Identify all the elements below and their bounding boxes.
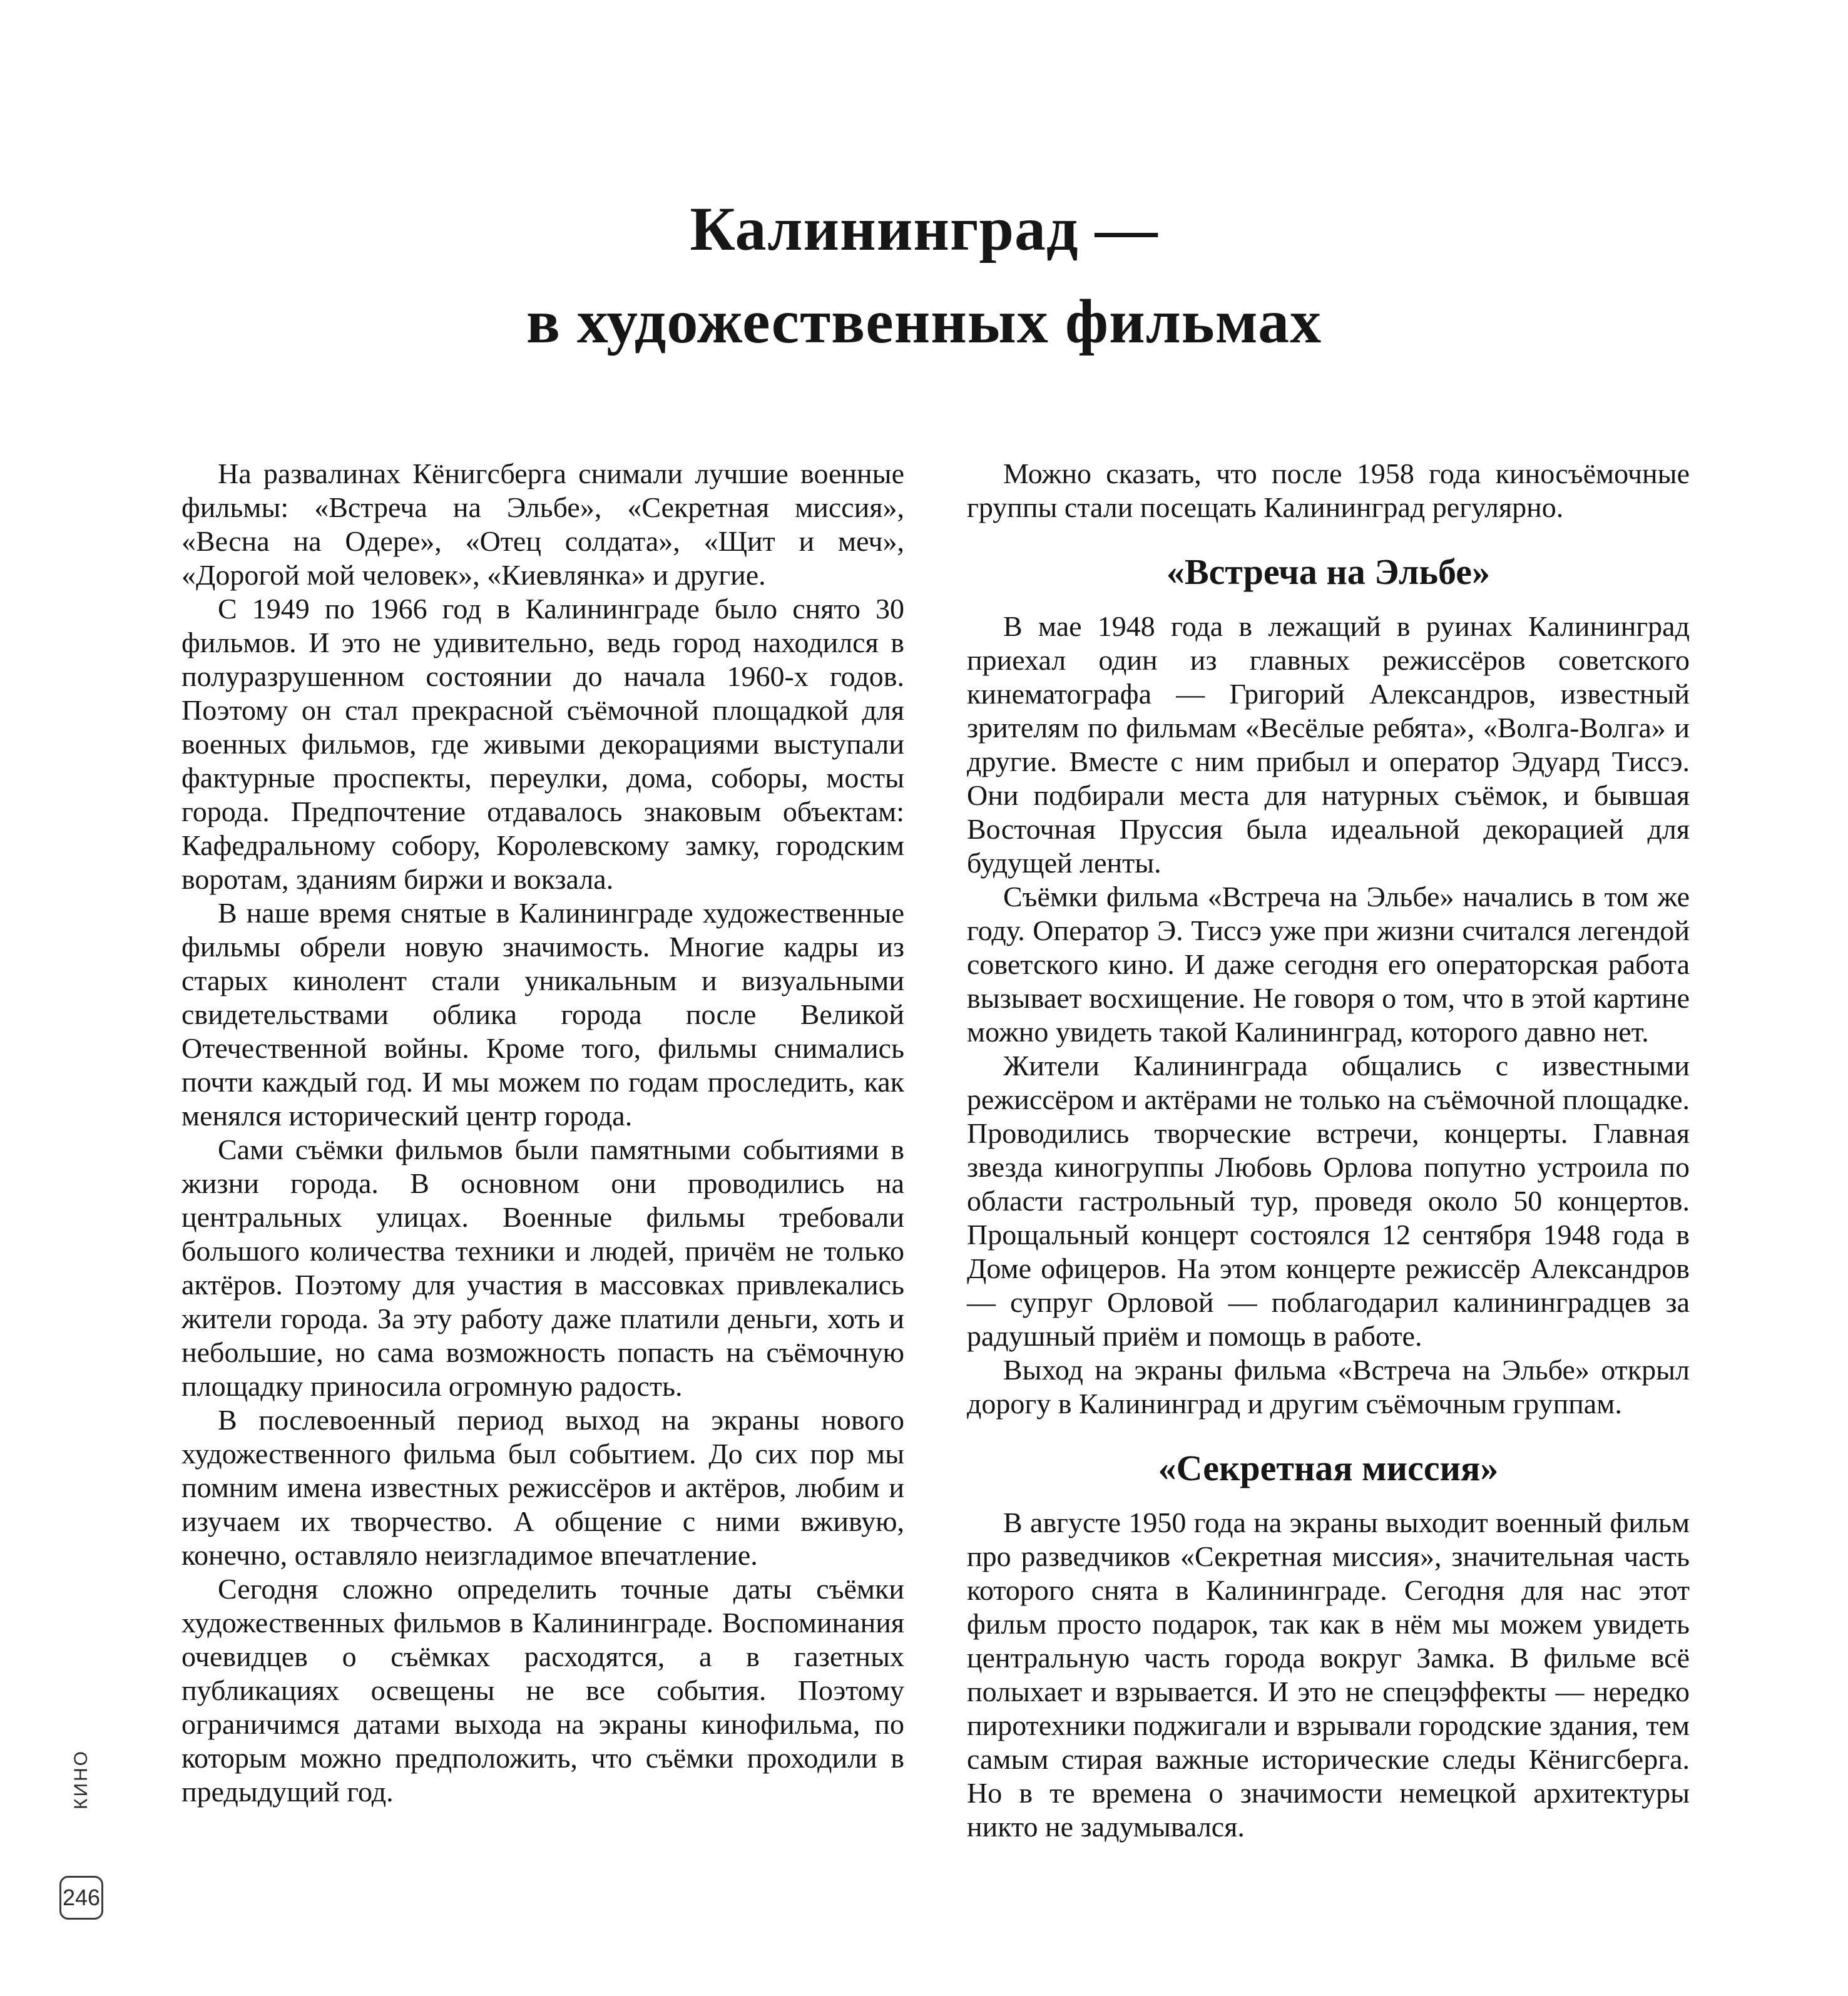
left-column [181,457,904,1809]
page-title [0,183,1848,368]
paragraph: Можно сказать, что после 1958 года киносъёмочные группы стали посещать Калининград регулярно. [967,458,1690,523]
sidebar-section-label: КИНО [71,1749,91,1810]
paragraph: Сами съёмки фильмов были памятными событиями в жизни города. В основном они проводились на центральных улицах. Военные фильмы требовали большого количества техники и людей, причём не только актёров. Поэтому для участия в массовках привлекались жители города. За эту работу даже платили деньги, хоть и небольшие, но сама возможность попасть на съёмочную площадку приносила огромную радость. [181,1134,904,1402]
section-heading: «Секретная миссия» [1158,1448,1499,1488]
paragraph: Жители Калининграда общались с известными режиссёром и актёрами не только на съёмочной площадке. Проводились творческие встречи, концерты. Главная звезда киногруппы Любовь Орлова попутно устроила по области гастрольный тур, проведя около 50 концертов. Прощальный концерт состоялся 12 сентября 1948 года в Доме офицеров. На этом концерте режиссёр Александров — супруг Орловой — поблагодарил калининградцев за радушный приём и помощь в работе. [967,1050,1690,1352]
paragraph: В мае 1948 года в лежащий в руинах Калининград приехал один из главных режиссёров советского кинематографа — Григорий Александров, известный зрителям по фильмам «Весёлые ребята», «Волга-Волга» и другие. Вместе с ним прибыл и оператор Эдуард Тиссэ. Они подбирали места для натурных съёмок, и бывшая Восточная Пруссия была идеальной декорацией для будущей ленты. [967,610,1690,879]
paragraph: На развалинах Кёнигсберга снимали лучшие военные фильмы: «Встреча на Эльбе», «Секретная миссия», «Весна на Одере», «Отец солдата», «Щит и меч», «Дорогой мой человек», «Киевлянка» и другие. [181,458,904,591]
page-number: 246 [62,1885,101,1910]
right-column [967,457,1690,1844]
paragraph: Съёмки фильма «Встреча на Эльбе» начались в том же году. Оператор Э. Тиссэ уже при жизни считался легендой советского кино. И даже сегодня его операторская работа вызывает восхищение. Не говоря о том, что в этой картине можно увидеть такой Калининград, которого давно нет. [967,881,1690,1048]
section-heading: «Встреча на Эльбе» [1166,551,1491,592]
paragraph: Выход на экраны фильма «Встреча на Эльбе» открыл дорогу в Калининград и другим съёмочным группам. [967,1354,1690,1420]
paragraph: Сегодня сложно определить точные даты съёмки художественных фильмов в Калининграде. Воспоминания очевидцев о съёмках расходятся, а в газетных публикациях освещены не все события. Поэтому ограничимся датами выхода на экраны кинофильма, по которым можно предположить, что съёмки проходили в предыдущий год. [181,1573,904,1808]
paragraph: В наше время снятые в Калининграде художественные фильмы обрели новую значимость. Многие кадры из старых кинолент стали уникальным и визуальными свидетельствами облика города после Великой Отечественной войны. Кроме того, фильмы снимались почти каждый год. И мы можем по годам проследить, как менялся исторический центр города. [181,897,904,1132]
page-title-line2: в художественных фильмах [526,287,1322,356]
paragraph: В августе 1950 года на экраны выходит военный фильм про разведчиков «Секретная миссия», значительная часть которого снята в Калининграде. Сегодня для нас этот фильм просто подарок, так как в нём мы можем увидеть центральную часть города вокруг Замка. В фильме всё полыхает и взрывается. И это не спецэффекты — нередко пиротехники поджигали и взрывали городские здания, тем самым стирая важные исторические следы Кёнигсберга. Но в те времена о значимости немецкой архитектуры никто не задумывался. [967,1507,1690,1843]
paragraph: В послевоенный период выход на экраны нового художественного фильма был событием. До сих пор мы помним имена известных режиссёров и актёров, любим и изучаем их творчество. А общение с ними вживую, конечно, оставляло неизгладимое впечатление. [181,1404,904,1571]
page-title-line1: Калининград — [690,194,1158,264]
page-number-badge [59,1876,103,1920]
paragraph: С 1949 по 1966 год в Калининграде было снято 30 фильмов. И это не удивительно, ведь город находился в полуразрушенном состоянии до начала 1960-х годов. Поэтому он стал прекрасной съёмочной площадкой для военных фильмов, где живыми декорациями выступали фактурные проспекты, переулки, дома, соборы, мосты города. Предпочтение отдавалось знаковым объектам: Кафедральному собору, Королевскому замку, городским воротам, зданиям биржи и вокзала. [181,593,904,895]
